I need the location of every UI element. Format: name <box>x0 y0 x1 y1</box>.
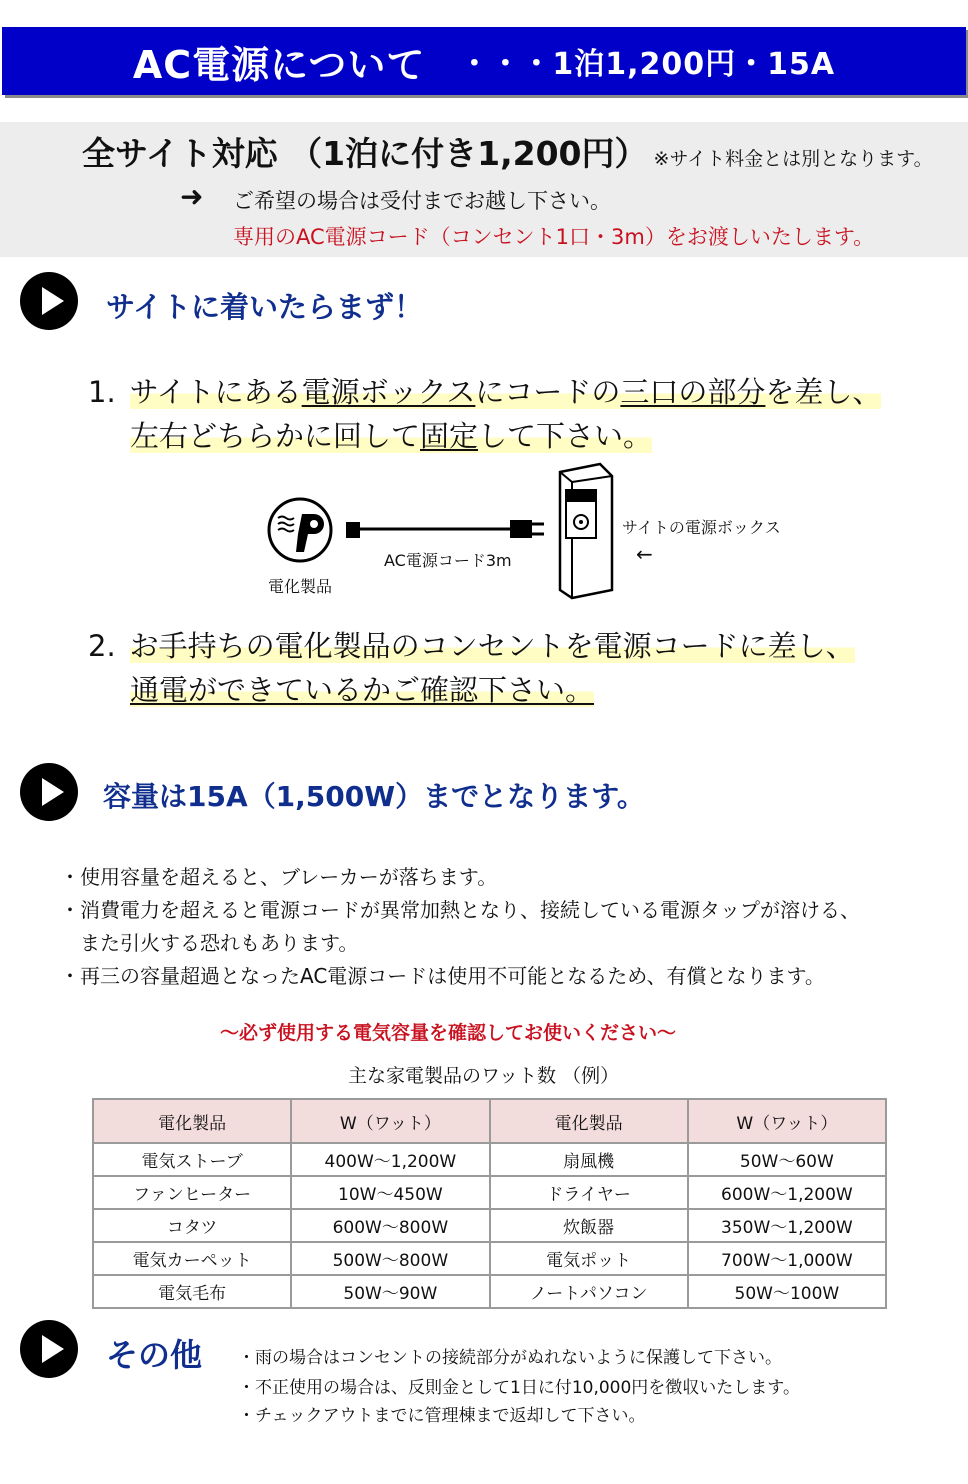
step1-part-e: を差し、 <box>765 375 882 409</box>
other-note-1: ・雨の場合はコンセントの接続部分がぬれないように保護して下さい。 <box>238 1348 782 1368</box>
header-banner <box>2 27 966 95</box>
step1-line1 <box>88 370 881 411</box>
table-row <box>93 1242 886 1275</box>
step1-text-2 <box>130 419 652 453</box>
table-header: 電化製品 <box>93 1099 291 1143</box>
table-row <box>93 1209 886 1242</box>
play-icon <box>20 272 78 330</box>
table-cell: 50W～90W <box>291 1275 489 1308</box>
header-subtitle: ・・・1泊1,200円・15A <box>459 47 836 82</box>
table-cell: ファンヒーター <box>93 1176 291 1209</box>
intro-cord-note: 専用のAC電源コード（コンセント1口・3m）をお渡しいたします。 <box>233 225 875 249</box>
step1-part-h: して下さい。 <box>478 419 653 453</box>
wattage-table <box>92 1098 887 1309</box>
power-box-icon <box>560 464 612 598</box>
step1-part-c: にコードの <box>475 375 621 409</box>
play-icon <box>20 1320 78 1378</box>
header-title: AC電源について <box>132 42 426 87</box>
section2-title: 容量は15A（1,500W）までとなります。 <box>103 780 645 813</box>
table-caption: 主な家電製品のワット数 （例） <box>348 1065 620 1087</box>
intro-main-text: 全サイト対応 （1泊に付き1,200円） <box>82 134 648 173</box>
step1-line2 <box>130 414 652 455</box>
table-cell: 50W～60W <box>688 1143 886 1176</box>
capacity-bullet-4: ・再三の容量超過となったAC電源コードは使用不可能となるため、有償となります。 <box>60 964 825 988</box>
step1-part-d: 三口の部分 <box>620 375 766 409</box>
table-cell: 600W～1,200W <box>688 1176 886 1209</box>
other-note-3: ・チェックアウトまでに管理棟まで返却して下さい。 <box>238 1406 646 1426</box>
step1-part-f: 左右どちらかに回して <box>130 419 421 453</box>
step1-part-a: サイトにある <box>129 375 302 409</box>
table-header-row <box>93 1099 886 1143</box>
step1-part-g: 固定 <box>420 419 479 453</box>
appliance-label: 電化製品 <box>268 577 333 596</box>
intro-note: ※サイト料金とは別となります。 <box>653 148 933 170</box>
table-cell: 400W～1,200W <box>291 1143 489 1176</box>
table-cell: 扇風機 <box>490 1143 688 1176</box>
table-cell: 10W～450W <box>291 1176 489 1209</box>
section1-title: サイトに着いたらまず！ <box>106 290 423 324</box>
step1-number: 1. <box>88 375 116 409</box>
step2-line2 <box>130 668 594 709</box>
power-box-label: サイトの電源ボックス <box>622 518 781 537</box>
table-cell: 50W～100W <box>688 1275 886 1308</box>
hair-dryer-icon <box>269 499 331 561</box>
capacity-bullet-3: また引火する恐れもあります。 <box>60 931 359 955</box>
section3-title: その他 <box>106 1336 203 1374</box>
table-cell: ドライヤー <box>490 1176 688 1209</box>
intro-main <box>82 128 933 175</box>
table-cell: 350W～1,200W <box>688 1209 886 1242</box>
table-cell: 電気毛布 <box>93 1275 291 1308</box>
step2-text-2: 通電ができているかご確認下さい。 <box>130 673 595 707</box>
table-header: W（ワット） <box>688 1099 886 1143</box>
intro-reception: ご希望の場合は受付までお越し下さい。 <box>233 189 611 213</box>
table-cell: 600W～800W <box>291 1209 489 1242</box>
arrow-left-icon: ← <box>636 542 653 566</box>
table-cell: 電気ストーブ <box>93 1143 291 1176</box>
cord-label: AC電源コード3m <box>384 551 512 570</box>
table-header: 電化製品 <box>490 1099 688 1143</box>
table-cell: 700W～1,000W <box>688 1242 886 1275</box>
capacity-bullet-1: ・使用容量を超えると、ブレーカーが落ちます。 <box>60 865 498 889</box>
play-icon <box>20 763 78 821</box>
table-cell: 500W～800W <box>291 1242 489 1275</box>
table-row <box>93 1275 886 1308</box>
table-cell: コタツ <box>93 1209 291 1242</box>
table-cell: 電気ポット <box>490 1242 688 1275</box>
table-row <box>93 1176 886 1209</box>
step2-text-1: お手持ちの電化製品のコンセントを電源コードに差し、 <box>129 629 855 663</box>
table-header: W（ワット） <box>291 1099 489 1143</box>
step2-line1 <box>88 624 855 665</box>
table-row <box>93 1143 886 1176</box>
arrow-right-icon: ➜ <box>180 180 204 213</box>
step1-text <box>130 375 882 409</box>
capacity-warning: ～必ず使用する電気容量を確認してお使いください～ <box>220 1022 677 1044</box>
table-cell: 電気カーペット <box>93 1242 291 1275</box>
step2-number: 2. <box>88 629 116 663</box>
step1-part-b: 電源ボックス <box>301 375 476 409</box>
table-cell: 炊飯器 <box>490 1209 688 1242</box>
other-note-2: ・不正使用の場合は、反則金として1日に付10,000円を徴収いたします。 <box>238 1378 800 1398</box>
capacity-bullet-2: ・消費電力を超えると電源コードが異常加熱となり、接続している電源タップが溶ける、 <box>60 898 860 922</box>
table-cell: ノートパソコン <box>490 1275 688 1308</box>
power-cord-icon <box>346 520 544 538</box>
